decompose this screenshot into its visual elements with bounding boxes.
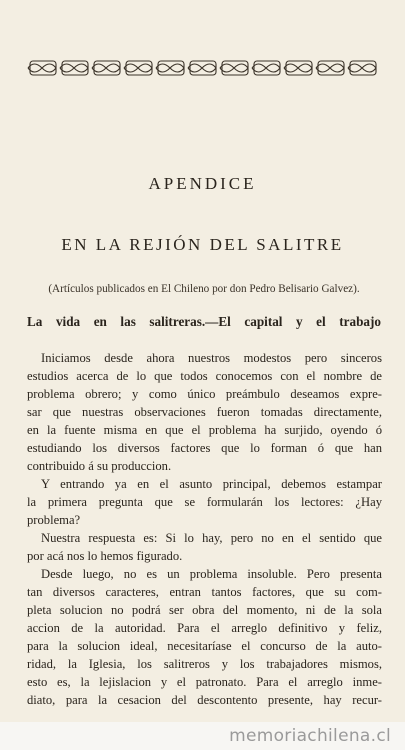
body-line: problema obrero; y como único preámbulo deseamos expre-: [27, 387, 382, 401]
body-line: contribuido á su produccion.: [27, 459, 172, 473]
ornament-frame: [222, 61, 248, 75]
ornament-motif: [92, 64, 120, 72]
ornament-motif: [252, 64, 280, 72]
ornament-frame: [318, 61, 344, 75]
body-line: en la fuente misma en que el problema ha surjido, oyendo ó: [27, 423, 382, 437]
ornament-motif: [60, 64, 88, 72]
ornament-frame: [158, 61, 184, 75]
body-line: estudios acerca de lo que todos conocemos con el nombre de: [27, 369, 382, 383]
appendix-title: APENDICE: [148, 174, 257, 193]
body-line: Nuestra respuesta es: Si lo hay, pero no en el sentido que: [41, 531, 382, 545]
body-line: Desde luego, no es un problema insoluble. Pero presenta: [41, 567, 382, 581]
ornament-frame: [126, 61, 152, 75]
source-watermark: memoriachilena.cl: [229, 726, 391, 746]
article-heading: La vida en las salitreras.—El capital y el trabajo: [27, 314, 381, 329]
decorative-border-ornament: [26, 58, 382, 78]
ornament-motif: [156, 64, 184, 72]
section-title: EN LA REJIÓN DEL SALITRE: [61, 235, 344, 254]
body-line: esto es, la lejislacion y el patronato. Para el arreglo inme-: [27, 675, 382, 689]
body-line: problema?: [27, 513, 81, 527]
body-line: para la solucion ideal, necesitaríase el concurso de la auto-: [27, 639, 382, 653]
ornament-motif: [220, 64, 248, 72]
ornament-frame: [30, 61, 56, 75]
body-line: Iniciamos desde ahora nuestros modestos pero sinceros: [41, 351, 382, 365]
ornament-motif: [28, 64, 56, 72]
body-line: estudiando los diversos factores que lo forman ó que han: [27, 441, 382, 455]
body-line: pleta solucion no podrá ser obra del momento, ni de la sola: [27, 603, 382, 617]
body-line: tan diversos caracteres, entran tantos factores, que su com-: [27, 585, 382, 599]
ornament-frame: [286, 61, 312, 75]
ornament-frame: [350, 61, 376, 75]
body-line: diato, para la cesacion del descontento presente, hay recur-: [27, 693, 382, 707]
ornament-frame: [254, 61, 280, 75]
ornament-motif: [124, 64, 152, 72]
ornament-frame: [190, 61, 216, 75]
ornament-frame: [62, 61, 88, 75]
body-line: accion de la autoridad. Para el arreglo definitivo y feliz,: [27, 621, 382, 635]
body-line: por acá nos lo hemos figurado.: [27, 549, 183, 563]
body-line: Y entrando ya en el asunto principal, debemos estampar: [41, 477, 382, 491]
ornament-frame: [94, 61, 120, 75]
body-line: ridad, la Iglesia, los salitreros y los trabajadores mismos,: [27, 657, 382, 671]
publication-note: (Artículos publicados en El Chileno por don Pedro Belisario Galvez).: [48, 283, 360, 295]
ornament-motif: [316, 64, 344, 72]
ornament-motif: [284, 64, 312, 72]
body-line: la primera pregunta que se formularán los lectores: ¿Hay: [27, 495, 382, 509]
body-line: sar que nuestras observaciones fueron tomadas directamente,: [27, 405, 382, 419]
ornament-motif: [348, 64, 376, 72]
ornament-motif: [188, 64, 216, 72]
